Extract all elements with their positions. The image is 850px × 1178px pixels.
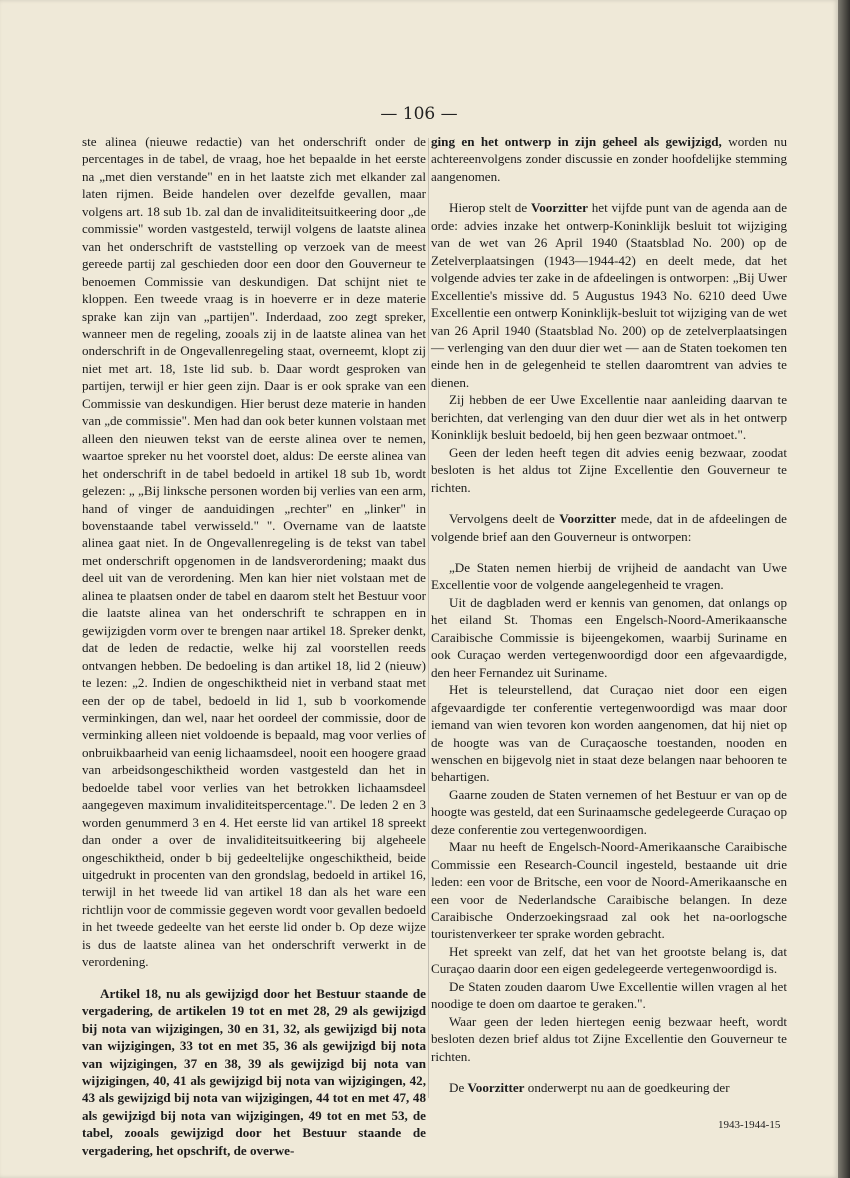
- paragraph: Geen der leden heeft tegen dit advies eenig bezwaar, zoodat besloten is het aldus tot Zijne Excellentie den Gouverneur te richten.: [431, 444, 787, 495]
- paragraph: Waar geen der leden hiertegen eenig bezwaar heeft, wordt besloten dezen brief aldus tot Zijne Excellentie den Gouverneur te richten.: [431, 1013, 787, 1064]
- paragraph: Maar nu heeft de Engelsch-Noord-Amerikaansche Caraibische Commissie een Research-Council ingesteld, bestaande uit drie leden: een voor de Britsche, een voor de Noord-Amerikaansche en een voor de Nederlandsche Caraibische belangen. In deze Caraibische Onderzoekingsraad zal ook het na-oorlogsche touristenverkeer ter sprake worden gebracht.: [431, 839, 787, 942]
- column-divider: [428, 138, 429, 1098]
- bold-lead-in: ging en het ontwerp in zijn geheel als gewijzigd,: [431, 134, 722, 149]
- paragraph: Vervolgens deelt de Voorzitter mede, dat in de afdeelingen de volgende brief aan den Gouverneur is ontworpen:: [431, 511, 787, 544]
- right-column: [431, 133, 787, 1097]
- footer-reference: 1943-1944-15: [718, 1119, 781, 1131]
- paragraph: Gaarne zouden de Staten vernemen of het Bestuur er van op de hoogte was gesteld, dat een Surinaamsche gedelegeerde Curaçao op deze conferentie zou vertegenwoordigen.: [431, 786, 787, 837]
- left-column: [82, 133, 426, 1159]
- paragraph: Het is teleurstellend, dat Curaçao niet door een eigen afgevaardigde ter conferentie vertegenwoordigd was maar door iemand van wien tevoren kon worden aangenomen, dat hij niet op de hoogte was van de Curaçaosche toestanden, nooden en wenschen en bijgevolg niet in staat deze belangen naar behooren te behartigen.: [431, 682, 787, 785]
- paragraph: „De Staten nemen hierbij de vrijheid de aandacht van Uwe Excellentie voor de volgende aangelegenheid te vragen.: [431, 559, 787, 593]
- paragraph: Hierop stelt de Voorzitter het vijfde punt van de agenda aan de orde: advies inzake het ontwerp-Koninklijk besluit tot wijziging van de wet van 26 April 1940 (Staatsblad No. 200) op de Zetelverplaatsingen (1943—1944-42) en deelt mede, dat het volgende advies ter zake in de afdeelingen is ontworpen: „Bij Uwer Excellentie's missive dd. 5 Augustus 1943 No. 6210 deed Uwe Excellentie een ontwerp Koninklijk-besluit tot wijziging van de wet van 26 April 1940 (Staatsblad No. 200) op de zetelverplaatsingen — verlenging van den duur dier wet — aan de Staten toekomen ten einde hen in de gelegenheid te stellen daaromtrent van advies te dienen.: [431, 200, 788, 390]
- paragraph: ging en het ontwerp in zijn geheel als gewijzigd, worden nu achtereenvolgens zonder discussie en zonder hoofdelijke stemming aangenomen.: [431, 134, 787, 184]
- paragraph: Artikel 18, nu als gewijzigd door het Bestuur staande de vergadering, de artikelen 19 tot en met 28, 29 als gewijzigd bij nota van wijzigingen, 30 en 31, 32, als gewijzigd bij nota van wijzigingen, 33 tot en met 35, 36 als gewijzigd bij nota van wijzigingen, 37 en 38, 39 als gewijzigd bij nota van wijzigingen, 40, 41 als gewijzigd bij nota van wijzigingen, 42, 43 als gewijzigd bij nota van wijzigingen, 44 tot en met 47, 48 als gewijzigd bij nota van wijzigingen, 49 tot en met 53, de tabel, zooals gewijzigd door het Bestuur staande de vergadering, het opschrift, de overwe-: [82, 985, 426, 1158]
- paragraph: De Voorzitter onderwerpt nu aan de goedkeuring der: [449, 1080, 730, 1096]
- paragraph: Het spreekt van zelf, dat het van het grootste belang is, dat Curaçao daarin door een eigen gedelegeerde vertegenwoordigd is.: [431, 943, 787, 977]
- paragraph: ste alinea (nieuwe redactie) van het onderschrift onder de percentages in de tabel, de vraag, hoe het bepaalde in het eerste na „met dien verstande" en in het laatste zich met elkander zal laten rijmen. Beide handelen over dezelfde gevallen, maar volgens art. 18 sub 1b. zal dan de invaliditeitsuitkeering door „de commissie" worden vastgesteld, terwijl volgens de laatste alinea van het onderschrift de vaststelling op verzoek van de meest gereede partij zal geschieden door een door den Gouverneur te benoemen Commissie van deskundigen. Dat schijnt niet te kloppen. Een tweede vraag is in hoeverre er in deze materie sprake kan zijn van „partijen". Inderdaad, zoo zegt spreker, wanneer men de regeling, zooals zij in de laatste alinea van het onderschrift in de Ongevallenregeling staat, overneemt, klopt zij niet met art. 18, 1ste lid sub. b. Daar wordt gesproken van partijen, terwijl er hier geen zijn. Daar is er ook sprake van een Commissie van deskundigen. Hier berust deze materie in handen van „de commissie". Men had dan ook beter kunnen volstaan met alleen den nieuwen tekst van de eerste alinea over te nemen, waartoe spreker nu het voorstel doet, aldus: De eerste alinea van het onderschrift in de tabel bedoeld in artikel 18 sub 1b, wordt gelezen: „ „Bij linksche personen worden bij verlies van een arm, hand of vinger de aanduidingen „rechter" en „linker" in bovenstaande tabel verwisseld." ". Overname van de laatste alinea gaat niet. In de Ongevallenregeling is de tekst van tabel met onderschrift opgenomen in de landsverordening; maakt dus deel uit van de verordening. Men kan hier niet volstaan met de alinea te plaatsen onder de tabel en daarom stelt het Bestuur voor die laatste alinea van het onderschrift te schrappen en in gewijzigden vorm over te brengen naar artikel 18. Spreker denkt, dat de leden de redactie, welke hij zal voorstellen reeds ontvangen hebben. De bedoeling is dan artikel 18, lid 2 (nieuw) te lezen: „2. Indien de ongeschiktheid niet in verband staat met een der op de tabel, bedoeld in lid 1, sub b voorkomende verminkingen, dan wel, naar het oordeel der commissie, door de verminking alleen niet voldoende is bepaald, mag voor verlies of onbruikbaarheid van eenig lichaamsdeel, nooit een hoogere graad van arbeidsongeschiktheid worden vastgesteld dan het in bedoelde tabel voor verlies van het betrokken lichaamsdeel aangegeven maximum invaliditeitspercentage.". De leden 2 en 3 worden genummerd 3 en 4. Het eerste lid van artikel 18 spreekt dan onder a over de invaliditeitsuitkeering bij algeheele ongeschiktheid, onder b bij gedeeltelijke ongeschiktheid, beide uitgedrukt in procenten van den grondslag, bedoeld in artikel 16, terwijl in het tweede lid van artikel 18 dan als het ware een richtlijn voor de commissie gegeven wordt voor gevallen bedoeld in het tweede gedeelte van het eerste lid onder b. Op deze wijze is dus de laatste alinea van het onderschrift verwerkt in de verordening.: [82, 134, 426, 970]
- speaker-name: Voorzitter: [530, 200, 588, 216]
- scan-edge: [838, 0, 850, 1178]
- page-number: — 106 —: [380, 104, 458, 124]
- paragraph: Uit de dagbladen werd er kennis van genomen, dat onlangs op het eiland St. Thomas een Engelsch-Noord-Amerikaansche Caraibische Commissie is bijeengekomen, waarbij Suriname en ook Curaçao werden vertegenwoordigd door een afgevaardigde, den heer Fernandez uit Suriname.: [431, 594, 787, 680]
- speaker-name: Voorzitter: [467, 1080, 525, 1096]
- speaker-name: Voorzitter: [559, 511, 617, 527]
- paragraph: De Staten zouden daarom Uwe Excellentie willen vragen al het noodige te doen om daartoe te geraken.".: [431, 978, 787, 1012]
- paragraph: Zij hebben de eer Uwe Excellentie naar aanleiding daarvan te berichten, dat verlenging van den duur dier wet als in het ontwerp Koninklijk besluit bedoeld, bij hen geen bezwaar ontmoet.".: [431, 392, 787, 443]
